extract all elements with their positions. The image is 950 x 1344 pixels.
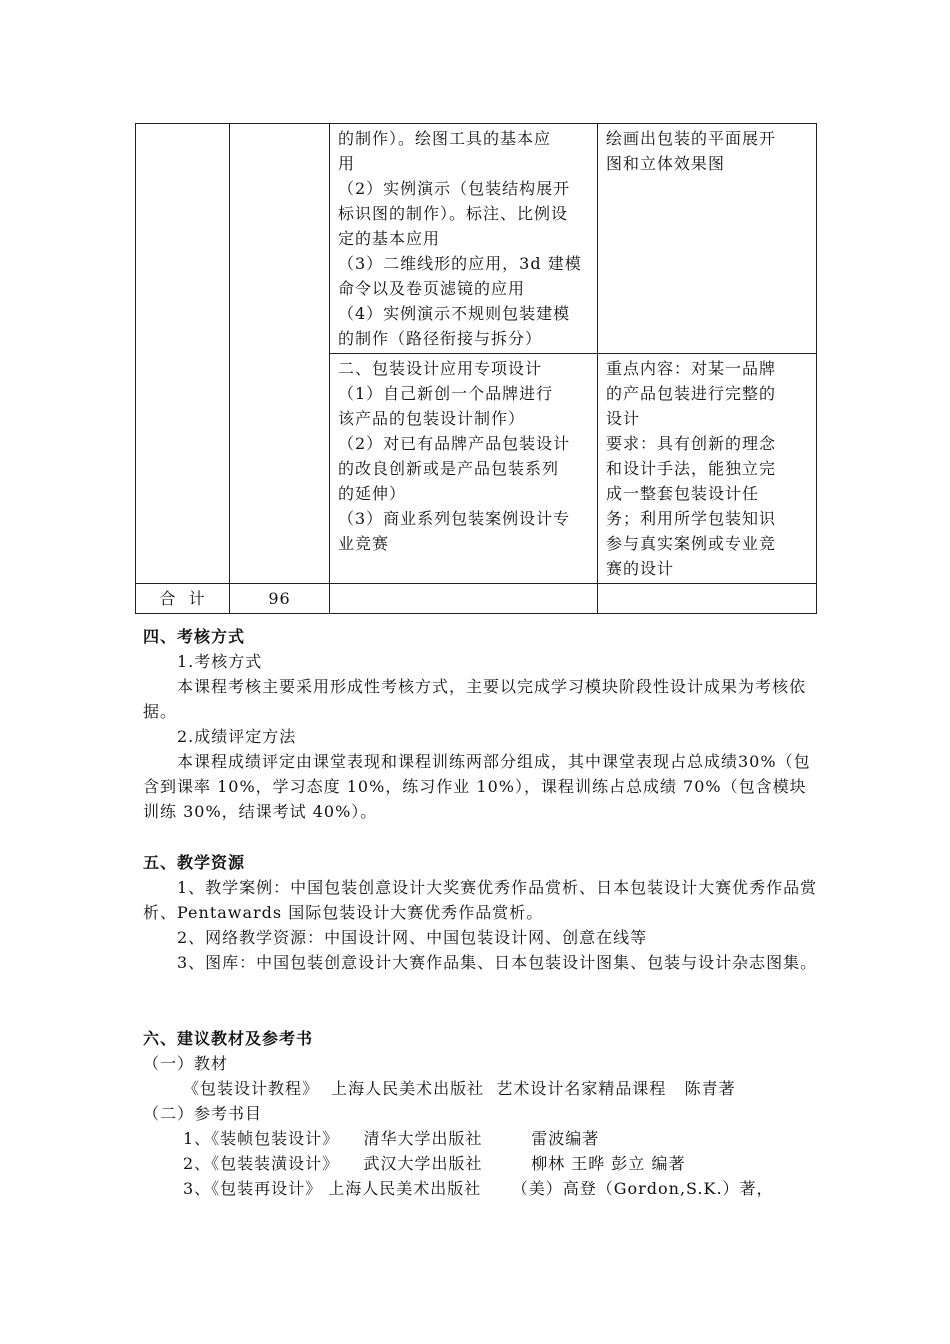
list-item: 1、教学案例：中国包装创意设计大奖赛优秀作品赏析、日本包装设计大赛优秀作品赏析、Pentawards 国际包装设计大赛优秀作品赏析。 — [143, 878, 818, 922]
empty-cell — [598, 584, 817, 614]
empty-cell — [330, 584, 598, 614]
course-table — [135, 123, 817, 614]
reference-item: 1、《装帧包装设计》 清华大学出版社 雷波编著 — [183, 1129, 600, 1148]
list-item: 2、网络教学资源：中国设计网、中国包装设计网、创意在线等 — [177, 928, 648, 947]
paragraph: 本课程考核主要采用形成性考核方式，主要以完成学习模块阶段性设计成果为考核依据。 — [143, 677, 807, 721]
reference-item: 3、《包装再设计》 上海人民美术出版社 （美）高登（Gordon,S.K.）著， — [183, 1179, 774, 1198]
subheading: （一）教材 — [143, 1054, 229, 1073]
hours-cell — [230, 124, 330, 584]
content-cell: 的制作）。绘图工具的基本应 用 （2）实例演示（包装结构展开 标识图的制作）。标注、比例设 定的基本应用 （3）二维线形的应用，3d 建模 命令以及卷页滤镜的应用 （4）实例演示不规则包装建模 的制作（路径衔接与拆分） — [330, 124, 598, 354]
total-label: 合 计 — [136, 584, 230, 614]
table-row — [136, 124, 817, 354]
textbooks-section — [143, 1026, 818, 1201]
content-cell: 二、包装设计应用专项设计 （1）自己新创一个品牌进行 该产品的包装设计制作） （2）对已有品牌产品包装设计 的改良创新或是产品包装系列 的延伸） （3）商业系列包装案例设计专 业竞赛 — [330, 354, 598, 584]
assessment-section — [143, 624, 818, 824]
section-heading: 五、教学资源 — [143, 853, 246, 872]
requirement-cell: 绘画出包装的平面展开 图和立体效果图 — [598, 124, 817, 354]
total-row — [136, 584, 817, 614]
reference-item: 2、《包装装潢设计》 武汉大学出版社 柳林 王晔 彭立 编著 — [183, 1154, 686, 1173]
subheading: （二）参考书目 — [143, 1104, 263, 1123]
requirement-cell: 重点内容：对某一品牌 的产品包装进行完整的 设计 要求：具有创新的理念 和设计手法，能独立完 成一整套包装设计任 务；利用所学包装知识 参与真实案例或专业竞 赛的设计 — [598, 354, 817, 584]
resources-section — [143, 850, 818, 975]
subheading: 1.考核方式 — [177, 652, 263, 671]
section-heading: 六、建议教材及参考书 — [143, 1029, 314, 1048]
total-hours: 96 — [230, 584, 330, 614]
section-heading: 四、考核方式 — [143, 627, 246, 646]
list-item: 3、图库：中国包装创意设计大赛作品集、日本包装设计图集、包装与设计杂志图集。 — [177, 953, 818, 972]
subheading: 2.成绩评定方法 — [177, 727, 297, 746]
paragraph: 本课程成绩评定由课堂表现和课程训练两部分组成，其中课堂表现占总成绩30%（包含到课率 10%，学习态度 10%，练习作业 10%），课程训练占总成绩 70%（包含模块训练 30%，结课考试 40%）。 — [143, 752, 811, 821]
module-cell — [136, 124, 230, 584]
textbook-entry: 《包装设计教程》 上海人民美术出版社 艺术设计名家精品课程 陈青著 — [183, 1079, 736, 1098]
